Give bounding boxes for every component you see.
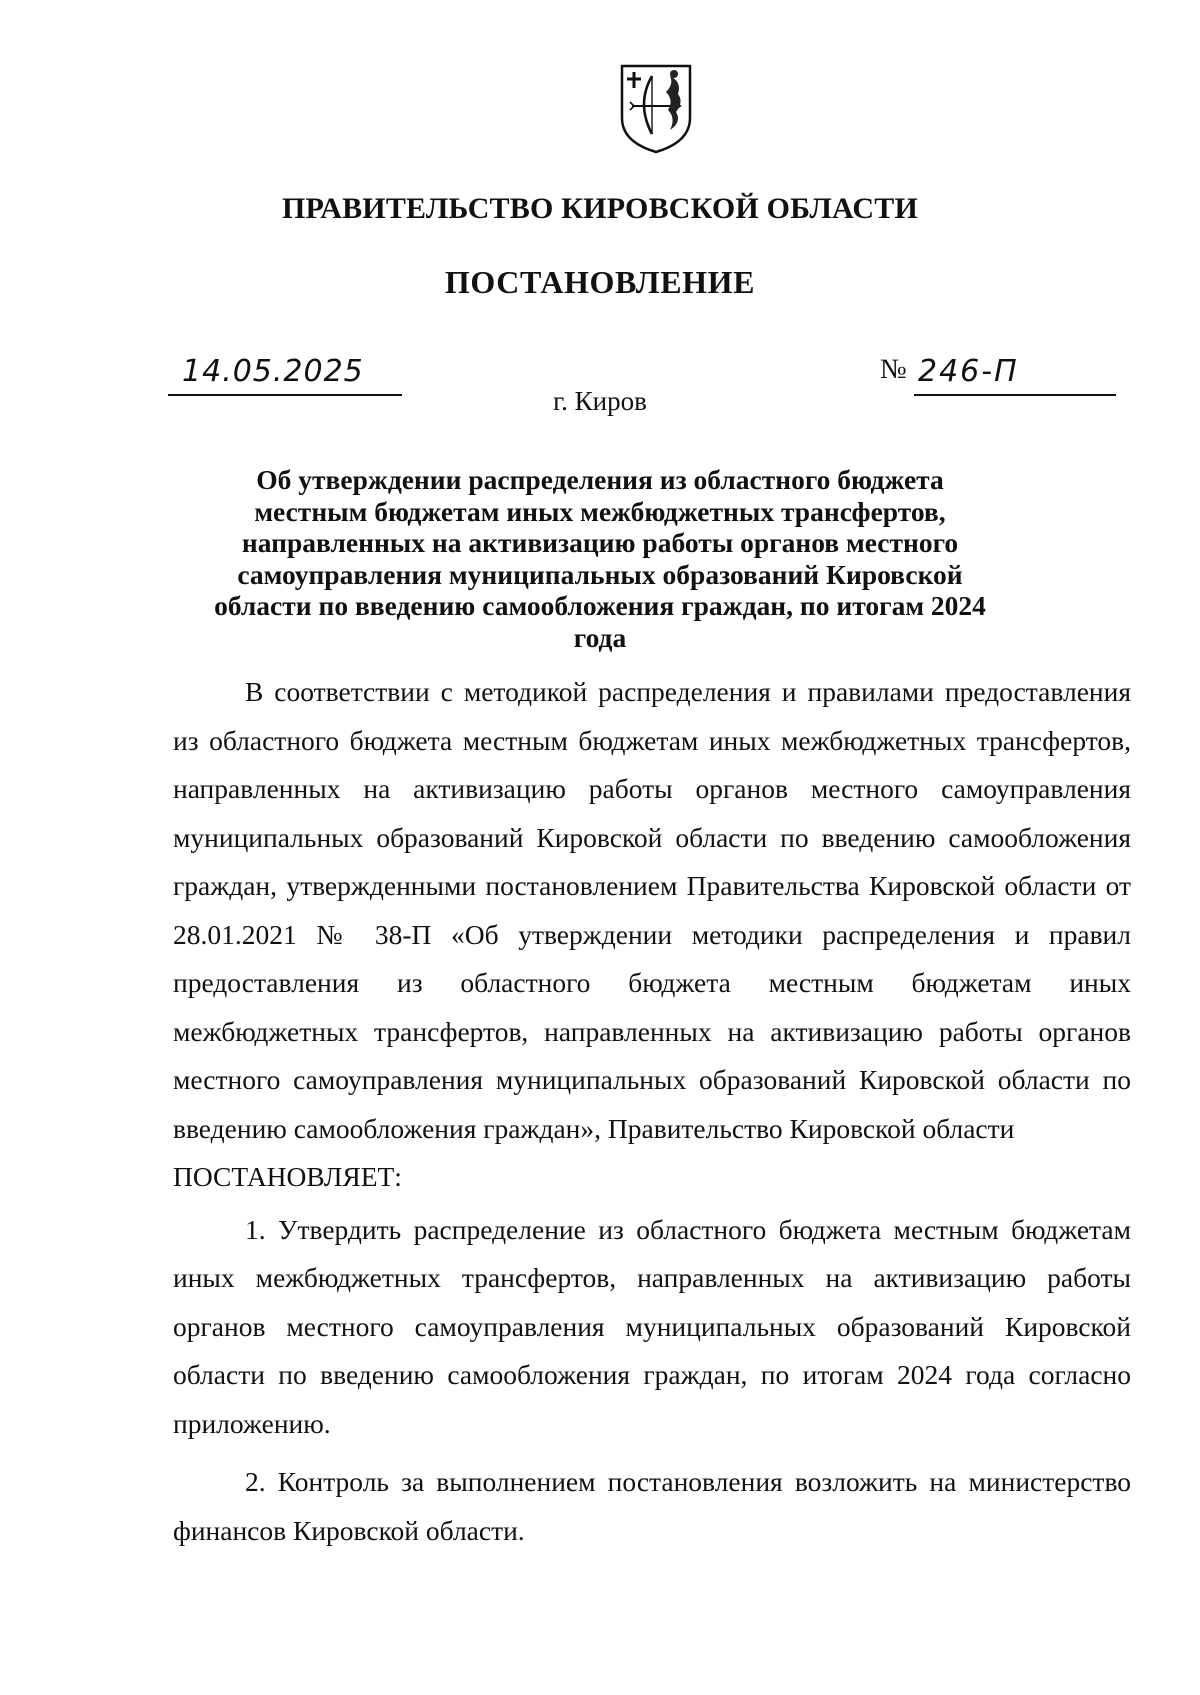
resolves-line: ПОСТАНОВЛЯЕТ: bbox=[173, 1161, 402, 1192]
organization-name: ПРАВИТЕЛЬСТВО КИРОВСКОЙ ОБЛАСТИ bbox=[282, 192, 918, 225]
item-1-paragraph: 1. Утвердить распределение из областного бюджета местным бюджетам иных межбюджетных трансфертов, направленных на активизацию работы органов местного самоуправления муниципальных образований Кировской области по введению самообложения граждан, по итогам 2024 года согласно приложению. bbox=[173, 1213, 1131, 1439]
document-title: Об утверждении распределения из областного бюджета местным бюджетам иных межбюджетных трансфертов, направленных на активизацию работы органов местного самоуправления муниципальных образований Кировской области по введению самообложения граждан, по итогам 2024 года bbox=[214, 464, 986, 653]
handwritten-date: 14.05.2025 bbox=[182, 354, 364, 389]
document-body bbox=[173, 668, 1131, 1555]
item-2-paragraph: 2. Контроль за выполнением постановления возложить на министерство финансов Кировской области. bbox=[173, 1466, 1131, 1546]
number-sign: № bbox=[880, 354, 907, 385]
kirov-coat-of-arms-emblem bbox=[618, 62, 694, 154]
handwritten-number: 246-П bbox=[918, 354, 1019, 389]
document-type: ПОСТАНОВЛЕНИЕ bbox=[444, 264, 756, 300]
city: г. Киров bbox=[553, 386, 647, 416]
preamble-paragraph: В соответствии с методикой распределения и правилами предоставления из областного бюджета местным бюджетам иных межбюджетных трансфертов, направленных на активизацию работы органов местного самоуправления муниципальных образований Кировской области по введению самообложения граждан, утвержденными постановлением Правительства Кировской области от 28.01.2021 № 38-П «Об утверждении методики распределения и правил предоставления из областного бюджета местным бюджетам иных межбюджетных трансфертов, направленных на активизацию работы органов местного самоуправления муниципальных образований Кировской области по введению самообложения граждан», Правительство Кировской области bbox=[173, 676, 1131, 1144]
